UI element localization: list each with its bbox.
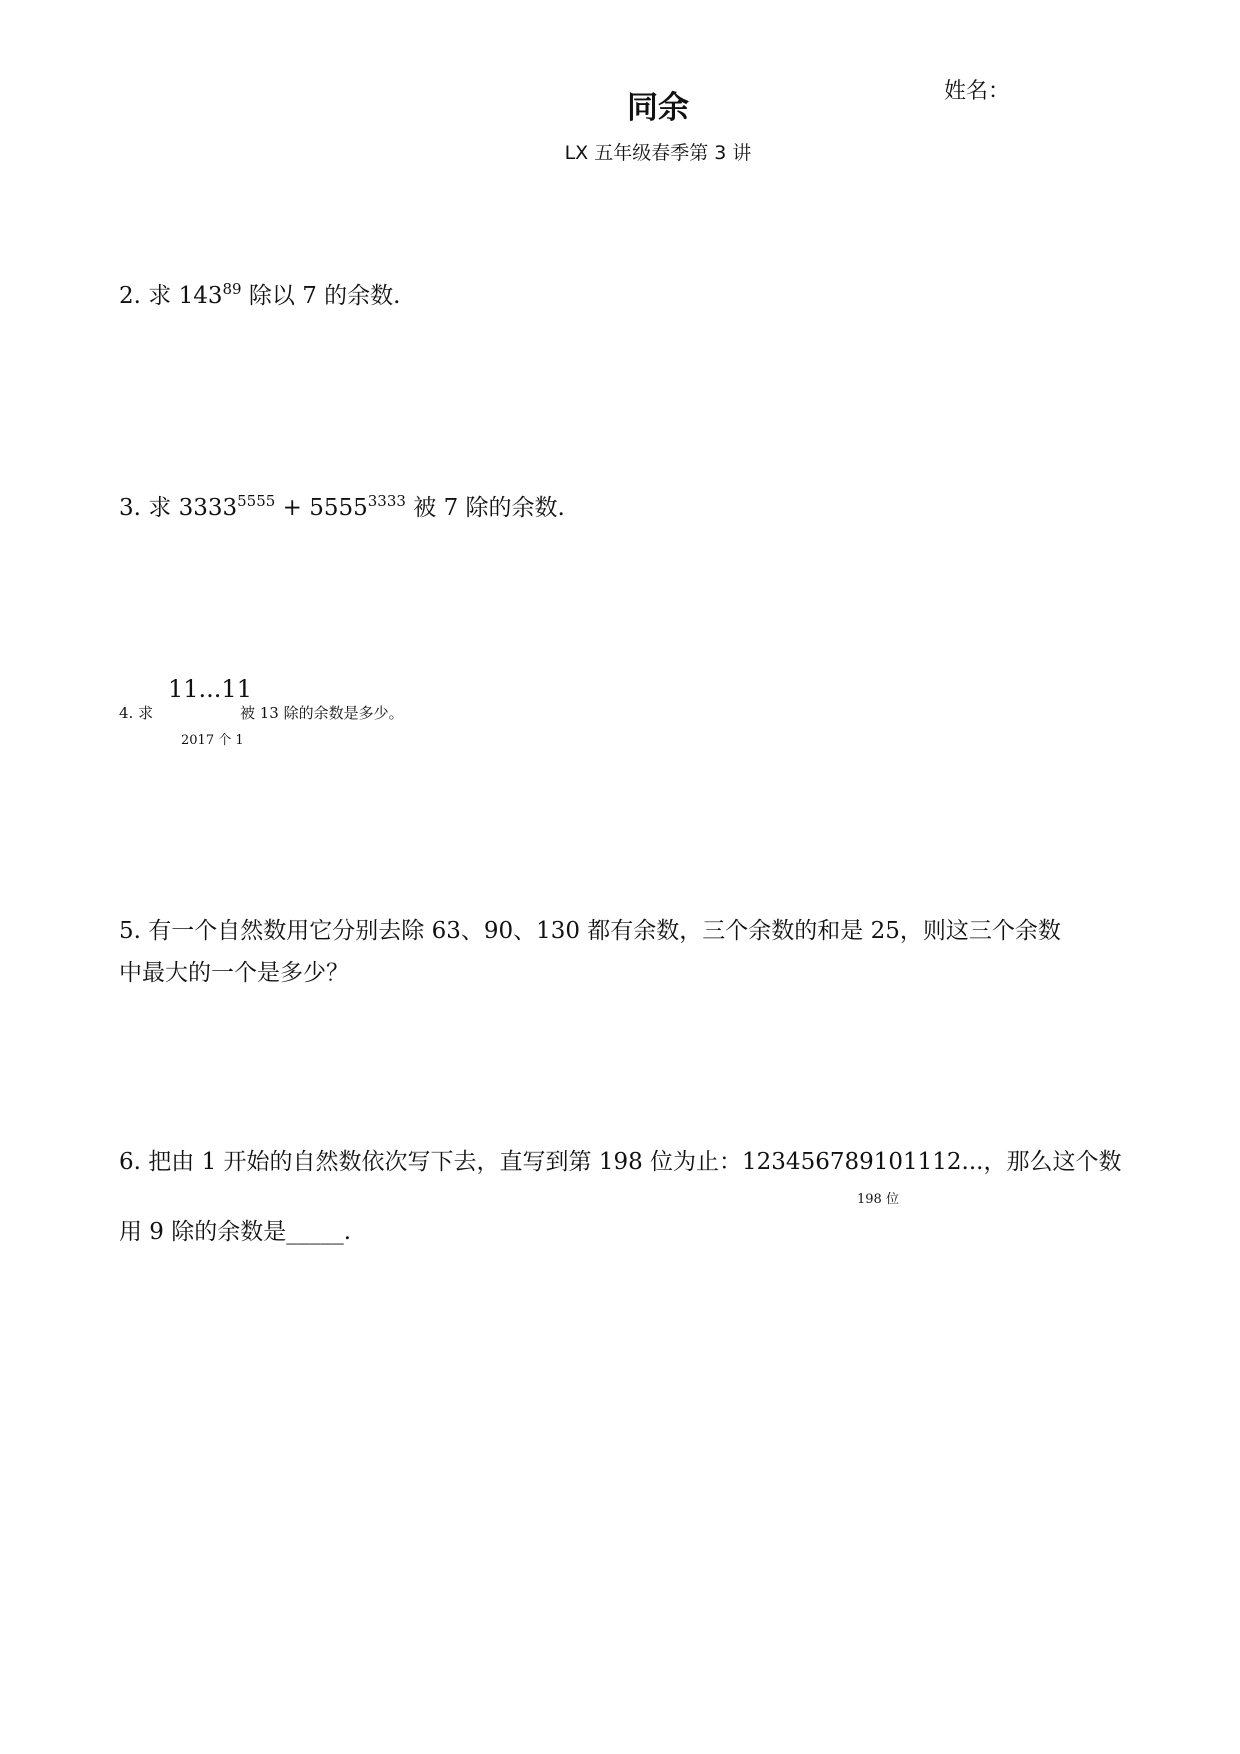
problem-3-prefix: 3. 求 (119, 495, 179, 521)
problem-5-line-2: 中最大的一个是多少？ (119, 960, 349, 986)
problem-4-prefix: 4. 求 (119, 704, 154, 722)
problem-2-exponent: 89 (222, 280, 242, 298)
problem-5-line-1: 5. 有一个自然数用它分别去除 63、90、130 都有余数，三个余数的和是 25，则这三个余数 (119, 918, 1061, 944)
lesson-subtitle: LX 五年级春季第 3 讲 (564, 142, 752, 164)
problem-2 (119, 278, 400, 314)
problem-4-digit-count: 2017 个 1 (181, 733, 244, 748)
problem-3 (119, 490, 565, 526)
problem-6-digits-note: 198 位 (857, 1192, 899, 1207)
problem-3-exponent-1: 5555 (237, 492, 276, 510)
problem-6-line-1: 6. 把由 1 开始的自然数依次写下去，直写到第 198 位为止：123456789101112...，那么这个数 (119, 1149, 1122, 1175)
problem-3-base-1: 3333 (178, 495, 238, 521)
problem-2-prefix: 2. 求 (119, 283, 179, 309)
name-label: 姓名： (944, 79, 1011, 104)
problem-3-plus: + (275, 495, 310, 521)
page-title: 同余 (627, 90, 689, 126)
problem-2-suffix: 除以 7 的余数. (241, 283, 401, 309)
problem-3-exponent-2: 3333 (367, 492, 406, 510)
problem-3-base-2: 5555 (309, 495, 368, 521)
problem-4-suffix: 被 13 除的余数是多少。 (240, 704, 404, 722)
problem-2-base: 143 (178, 283, 223, 309)
problem-6-line-2: 用 9 除的余数是_____. (119, 1219, 352, 1245)
problem-3-suffix: 被 7 除的余数. (405, 495, 565, 521)
problem-4-repunit: 11...11 (168, 675, 252, 703)
